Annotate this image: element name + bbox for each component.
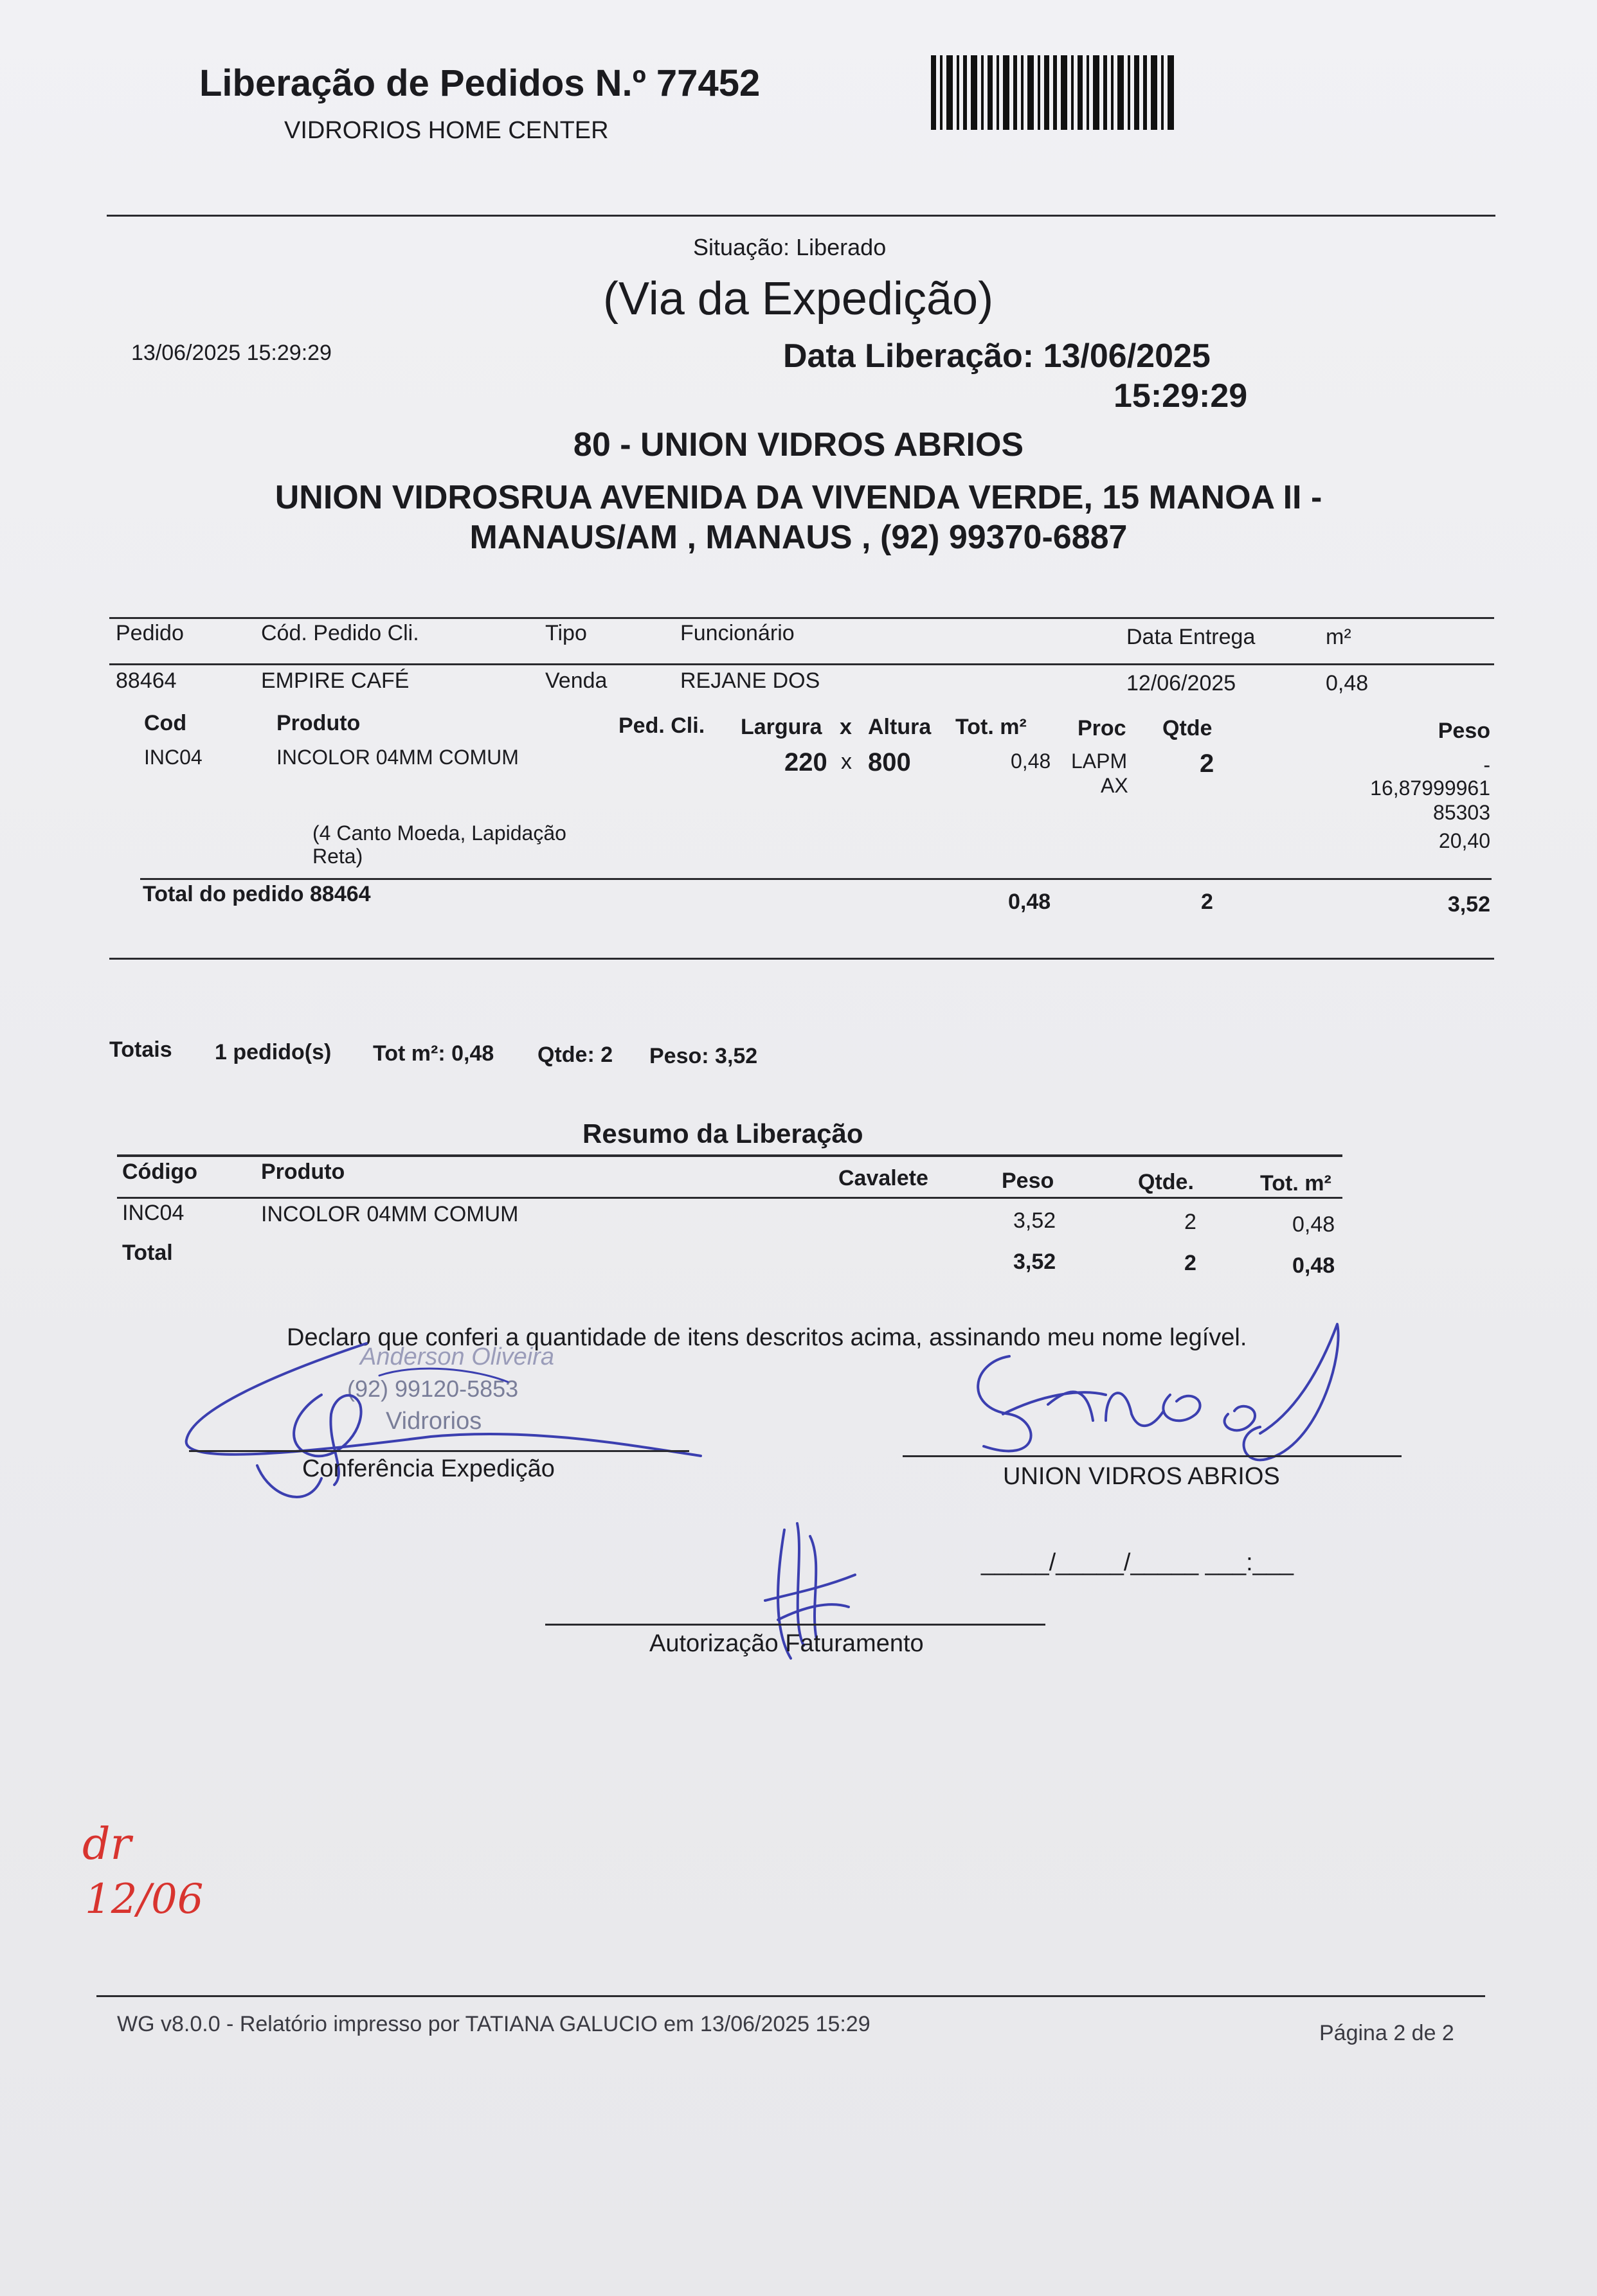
handwritten-note-line2: 12/06 [85,1876,204,1923]
footer-page: Página 2 de 2 [1319,2021,1454,2045]
item-col-x: x [840,715,852,739]
totais-label: Totais [109,1037,172,1062]
item-col-altura: Altura [868,715,932,739]
document-title: Liberação de Pedidos N.º 77452 [199,62,761,104]
stamp-line2: (92) 99120-5853 [347,1376,519,1402]
item-peso-line3: 85303 [1433,801,1490,824]
print-datetime: 13/06/2025 15:29:29 [131,341,332,365]
stamp-line1: Anderson Oliveira [360,1343,555,1370]
item-total-rule [140,878,1492,880]
item-x: x [841,749,852,774]
signature-line-autorizacao [545,1624,1045,1626]
copy-type: (Via da Expedição) [603,273,994,325]
item-col-cod: Cod [144,711,187,735]
resumo-total-tot-m2: 0,48 [1292,1253,1335,1278]
signature-label-autorizacao: Autorização Faturamento [649,1630,924,1657]
resumo-col-tot-m2: Tot. m² [1260,1171,1331,1196]
date-placeholder: _____/_____/_____ ___:___ [981,1549,1294,1576]
order-total-m2: 0,48 [1008,890,1051,914]
col-cod-pedido-cli: Cód. Pedido Cli. [261,621,419,645]
declaration-text: Declaro que conferi a quantidade de itens descritos acima, assinando meu nome legível. [287,1324,1247,1351]
resumo-total-qtde: 2 [1184,1251,1196,1275]
stamp-line3: Vidrorios [386,1408,482,1435]
resumo-total-peso: 3,52 [1013,1250,1056,1274]
order-table-header-rule [109,663,1494,665]
status-label: Situação: Liberado [693,234,887,260]
resumo-col-qtde: Qtde. [1138,1170,1194,1194]
totais-m2: Tot m²: 0,48 [373,1041,494,1066]
item-col-largura: Largura [741,715,822,739]
handwritten-note-line1: dr [82,1819,132,1870]
barcode [931,55,1177,130]
item-col-produto: Produto [276,711,361,735]
order-m2: 0,48 [1326,671,1369,695]
item-proc-line2: AX [1101,774,1128,797]
signature-label-conferencia: Conferência Expedição [302,1455,555,1482]
resumo-col-produto: Produto [261,1160,345,1184]
col-m2: m² [1326,625,1351,649]
resumo-total-label: Total [122,1241,173,1265]
order-funcionario: REJANE DOS [680,668,820,693]
item-proc-line1: LAPM [1071,749,1128,773]
resumo-row-peso: 3,52 [1013,1208,1056,1233]
resumo-row-tot-m2: 0,48 [1292,1212,1335,1237]
order-table-top-rule [109,617,1494,619]
item-col-qtde: Qtde [1162,716,1213,740]
totais-qtde: Qtde: 2 [537,1043,613,1067]
item-obs-line2: Reta) [312,845,363,868]
order-table-bottom-rule [109,958,1494,960]
signature-label-cliente: UNION VIDROS ABRIOS [1003,1463,1280,1490]
item-cod: INC04 [144,746,203,769]
order-data-entrega: 12/06/2025 [1126,671,1236,695]
signature-cliente-icon [958,1318,1344,1478]
col-data-entrega: Data Entrega [1126,625,1256,649]
item-peso-line1: - [1483,753,1490,776]
client-address-line1: UNION VIDROSRUA AVENIDA DA VIVENDA VERDE, 15 MANOA II - [275,479,1322,516]
resumo-col-cavalete: Cavalete [838,1166,928,1190]
totais-pedidos: 1 pedido(s) [215,1040,332,1064]
order-pedido: 88464 [116,668,177,693]
item-col-ped-cli: Ped. Cli. [618,713,705,738]
col-tipo: Tipo [545,621,587,645]
resumo-row-produto: INCOLOR 04MM COMUM [261,1202,519,1226]
order-total-label: Total do pedido 88464 [143,882,371,906]
item-col-peso: Peso [1438,719,1490,743]
release-date: Data Liberação: 13/06/2025 [783,337,1211,375]
footer-rule [96,1995,1485,1997]
resumo-row-qtde: 2 [1184,1210,1196,1234]
footer-report: WG v8.0.0 - Relatório impresso por TATIANA GALUCIO em 13/06/2025 15:29 [117,2012,871,2036]
order-tipo: Venda [545,668,608,693]
order-total-peso: 3,52 [1447,892,1490,917]
item-obs-line1: (4 Canto Moeda, Lapidação [312,821,566,845]
item-qtde: 2 [1200,749,1214,778]
client-code-name: 80 - UNION VIDROS ABRIOS [573,426,1024,463]
order-total-qtde: 2 [1201,890,1213,914]
item-produto: INCOLOR 04MM COMUM [276,746,519,769]
resumo-col-codigo: Código [122,1160,198,1184]
item-tot-m2: 0,48 [1011,749,1051,773]
resumo-top-rule [117,1154,1342,1157]
header-divider [107,215,1495,217]
col-funcionario: Funcionário [680,621,795,645]
release-time: 15:29:29 [1114,377,1248,415]
item-peso-line2: 16,87999961 [1370,776,1490,800]
signature-line-conferencia [189,1450,689,1452]
resumo-row-codigo: INC04 [122,1201,185,1225]
item-col-tot-m2: Tot. m² [955,715,1027,739]
totais-peso: Peso: 3,52 [649,1044,758,1068]
item-altura: 800 [868,748,911,776]
item-largura: 220 [784,748,827,776]
item-peso-line4: 20,40 [1438,829,1490,852]
item-col-proc: Proc [1078,716,1126,740]
resumo-col-peso: Peso [1002,1169,1054,1193]
resumo-title: Resumo da Liberação [582,1118,863,1149]
company-name: VIDRORIOS HOME CENTER [284,117,609,144]
col-pedido: Pedido [116,621,184,645]
resumo-header-rule [117,1197,1342,1199]
client-address-line2: MANAUS/AM , MANAUS , (92) 99370-6887 [469,519,1128,556]
order-cod-pedido-cli: EMPIRE CAFÉ [261,668,410,693]
signature-line-cliente [903,1455,1402,1457]
